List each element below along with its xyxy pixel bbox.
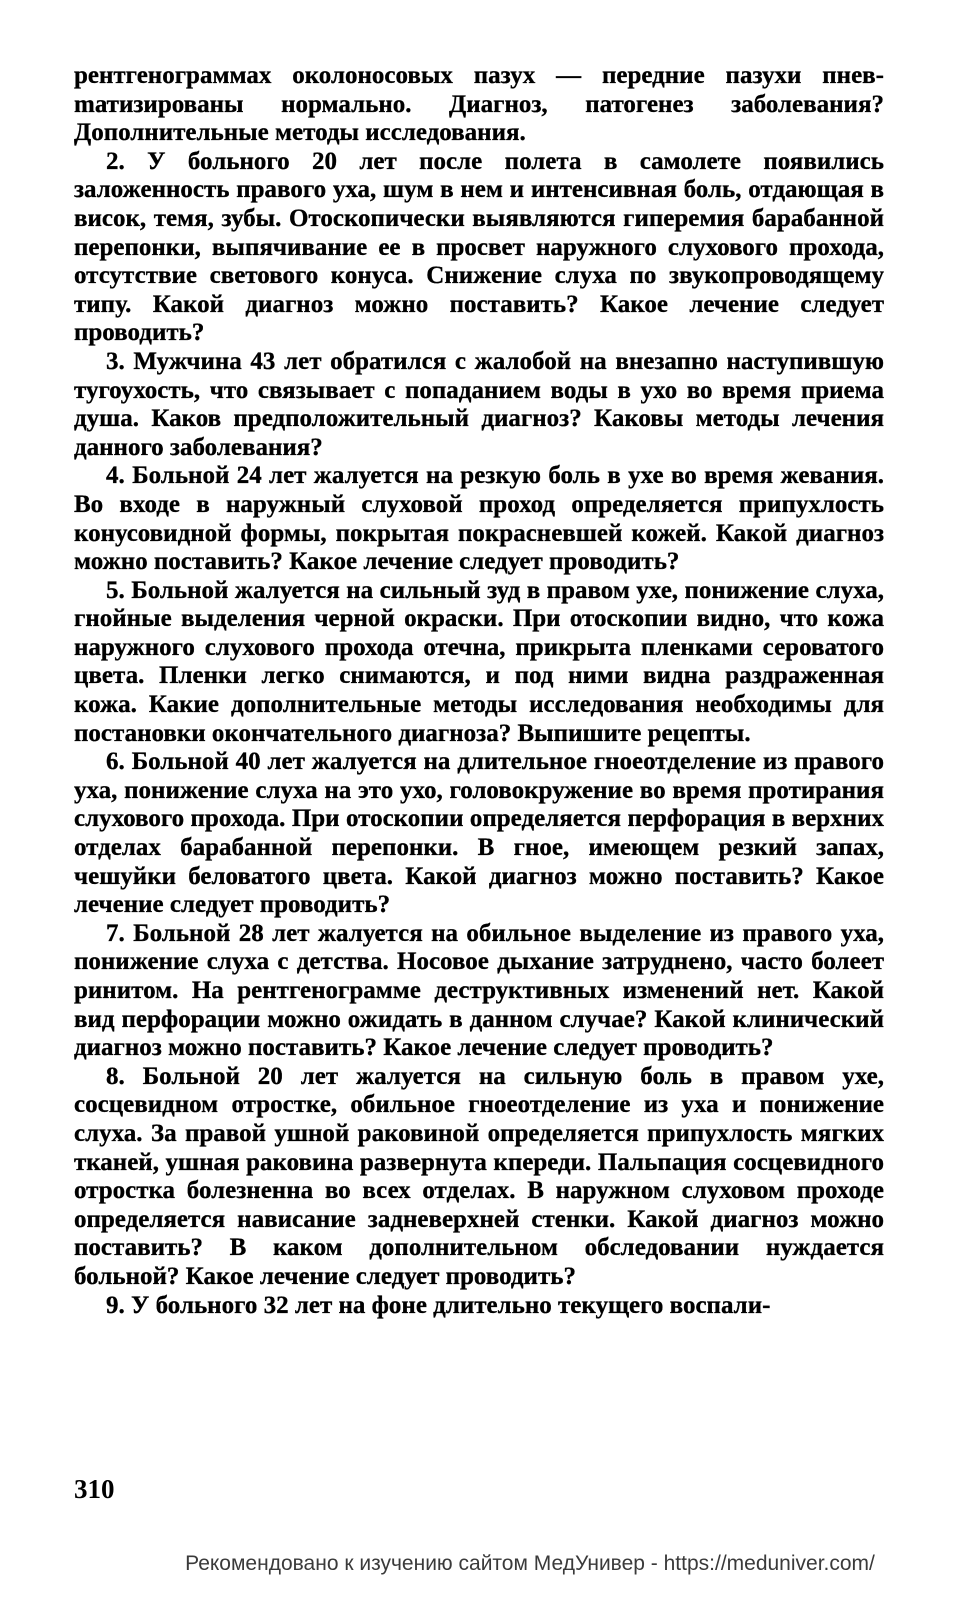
paragraph-continuation: рентгенограммах околоносовых пазух — передние пазухи пневmатизированы нормально. Диагноз, патогенез заболевания? Дополнительные методы исследования. (74, 62, 884, 147)
paragraph-case-6: 6. Больной 40 лет жалуется на длительное гноеотделение из правого уха, понижение слуха на это ухо, головокружение во время протирания слухового прохода. При отоскопии определяется перфорация в верхних отделах барабанной перепонки. В гное, имеющем резкий запах, чешуйки беловатого цвета. Какой диагноз можно поставить? Какое лечение следует проводить? (74, 748, 884, 919)
paragraph-case-7: 7. Больной 28 лет жалуется на обильное выделение из правого уха, понижение слуха с детства. Носовое дыхание затруднено, часто болеет ринитом. На рентгенограмме деструктивных изменений нет. Какой вид перфорации можно ожидать в данном случае? Какой клинический диагноз можно поставить? Какое лечение следует проводить? (74, 919, 884, 1062)
paragraph-case-9: 9. У больного 32 лет на фоне длительно текущего воспали- (106, 1291, 771, 1319)
paragraph-case-5: 5. Больной жалуется на сильный зуд в правом ухе, понижение слуха, гнойные выделения черной окраски. При отоскопии видно, что кожа наружного слухового прохода отечна, прикрыта пленками сероватого цвета. Пленки легко снимаются, и под ними видна раздраженная кожа. Какие дополнительные методы исследования необходимы для постановки окончательного диагноза? Выпишите рецепты. (74, 576, 884, 747)
page-number: 310 (74, 1474, 115, 1504)
paragraph-case-4: 4. Больной 24 лет жалуется на резкую боль в ухе во время жевания. Во входе в наружный слуховой проход определяется припухлость конусовидной формы, покрытая покрасневшей кожей. Какой диагноз можно поставить? Какое лечение следует проводить? (74, 462, 884, 576)
page-body (74, 62, 884, 1320)
paragraph-case-2: 2. У больного 20 лет после полета в самолете появились заложенность правого уха, шум в нем и интенсивная боль, отдающая в висок, темя, зубы. Отоскопически выявляются гиперемия барабанной перепонки, выпячивание ее в просвет наружного слухового прохода, отсутствие светового конуса. Снижение слуха по звукопроводящему типу. Какой диагноз можно поставить? Какое лечение следует проводить? (74, 147, 884, 347)
footer-watermark: Рекомендовано к изучению сайтом МедУнивер - https://meduniver.com/ (185, 1552, 875, 1575)
paragraph-case-8: 8. Больной 20 лет жалуется на сильную боль в правом ухе, сосцевидном отростке, обильное гноеотделение из уха и понижение слуха. За правой ушной раковиной определяется припухлость мягких тканей, ушная раковина развернута кпереди. Пальпация сосцевидного отростка болезненна во всех отделах. В наружном слуховом проходе определяется нависание задневерхней стенки. Какой диагноз можно поставить? В каком дополнительном обследовании нуждается больной? Какое лечение следует проводить? (74, 1062, 884, 1290)
paragraph-case-3: 3. Мужчина 43 лет обратился с жалобой на внезапно наступившую тугоухость, что связывает с попаданием воды в ухо во время приема душа. Каков предположительный диагноз? Каковы методы лечения данного заболевания? (74, 347, 884, 461)
